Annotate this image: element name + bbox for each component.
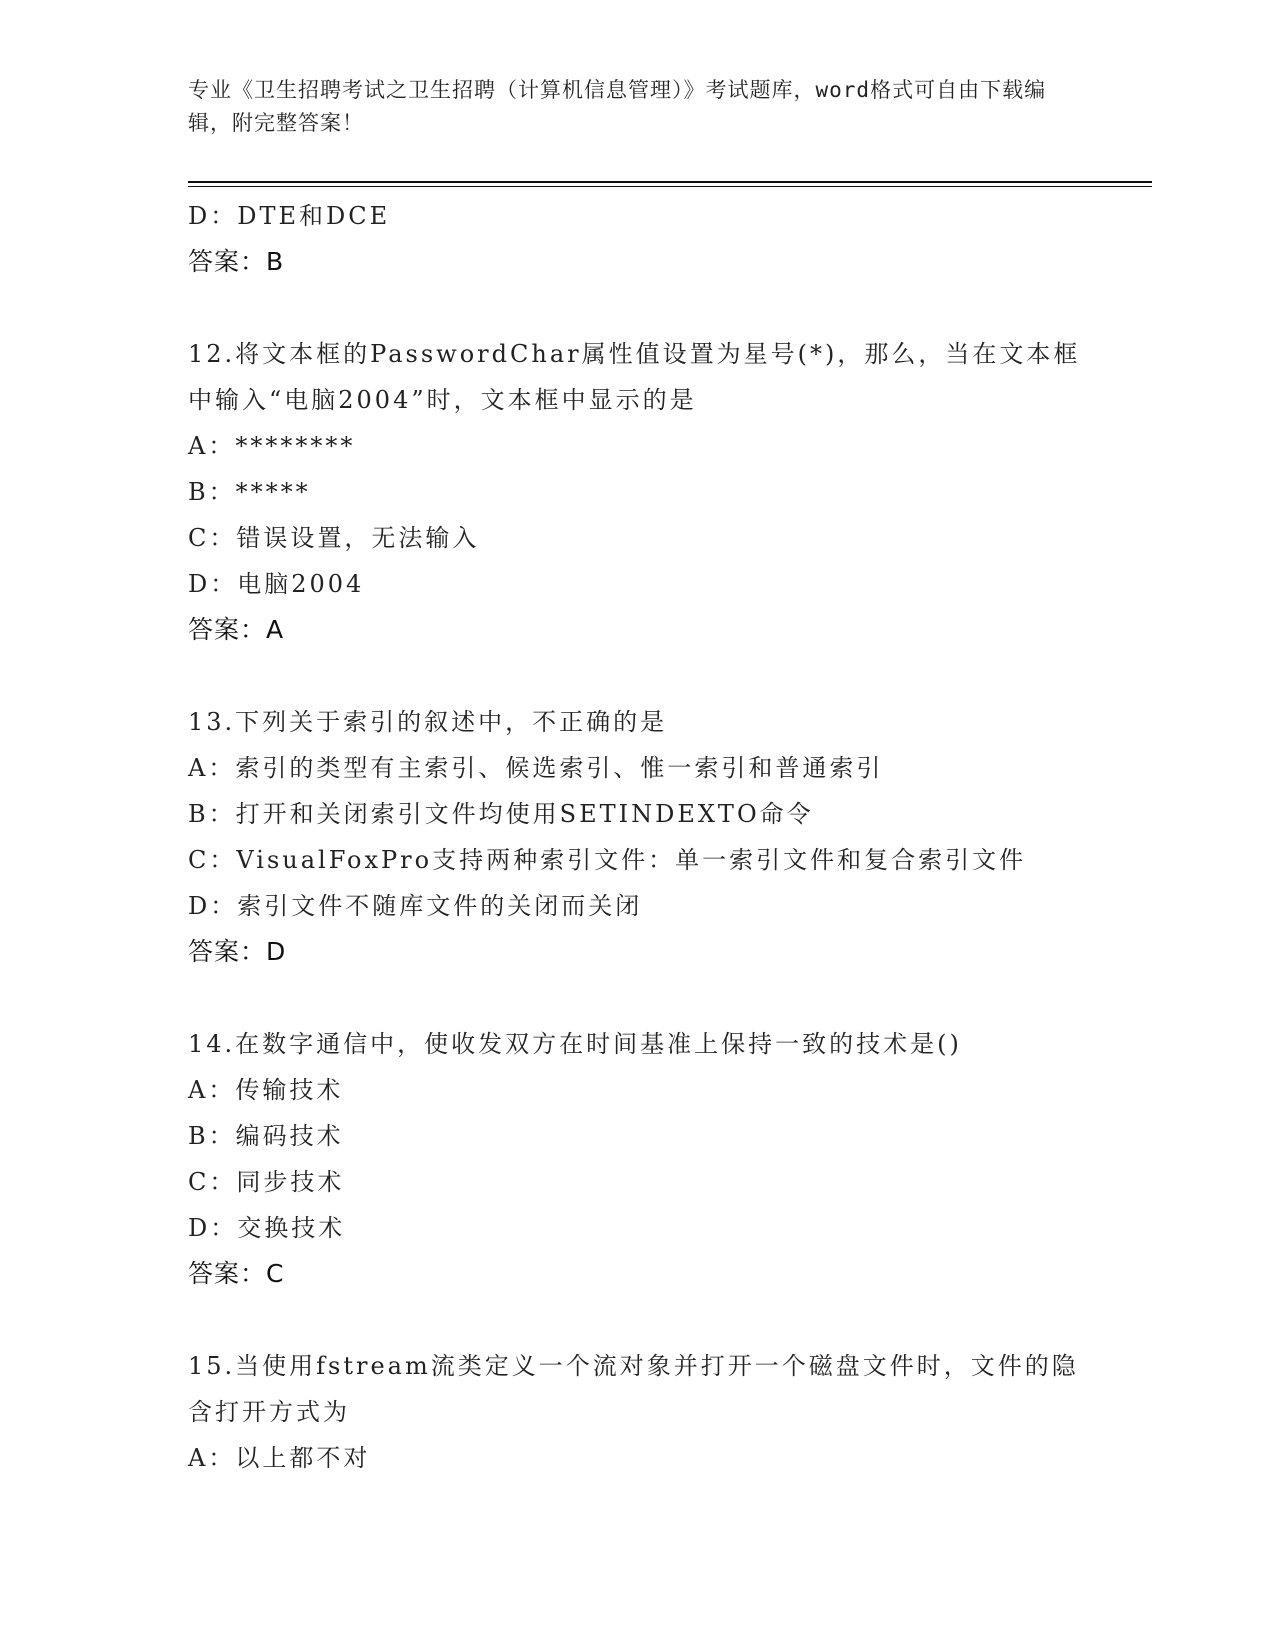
option-c: C：错误设置，无法输入: [188, 524, 480, 552]
spacer: [188, 1297, 1088, 1343]
option-c: C：VisualFoxPro支持两种索引文件：单一索引文件和复合索引文件: [188, 846, 1027, 874]
option-d: D：交换技术: [188, 1214, 346, 1242]
question-stem: 15.当使用fstream流类定义一个流对象并打开一个磁盘文件时，文件的隐含打开方式为: [188, 1352, 1079, 1426]
answer: 答案：A: [188, 615, 285, 644]
option-b: B：编码技术: [188, 1122, 344, 1150]
option-c: C：同步技术: [188, 1168, 345, 1196]
question-14: [188, 1021, 1088, 1297]
option-a: A：索引的类型有主索引、候选索引、惟一索引和普通索引: [188, 754, 884, 782]
option-b: B：打开和关闭索引文件均使用SETINDEXTO命令: [188, 800, 814, 828]
spacer: [188, 285, 1088, 331]
prev-answer: 答案：B: [188, 247, 285, 276]
option-a: A：以上都不对: [188, 1444, 371, 1472]
prev-option-d: D：DTE和DCE: [188, 202, 391, 230]
header-divider-thick: [188, 181, 1152, 183]
header-divider-thin: [188, 186, 1152, 187]
answer: 答案：D: [188, 937, 287, 966]
option-a: A：********: [188, 432, 356, 460]
question-list: [188, 193, 1088, 1481]
question-stem: 12.将文本框的PasswordChar属性值设置为星号(*)，那么，当在文本框中输入“电脑2004”时，文本框中显示的是: [188, 340, 1081, 414]
option-b: B：*****: [188, 478, 311, 506]
option-d: D：索引文件不随库文件的关闭而关闭: [188, 892, 643, 920]
answer: 答案：C: [188, 1259, 285, 1288]
question-12: [188, 331, 1088, 653]
question-13: [188, 699, 1088, 975]
spacer: [188, 975, 1088, 1021]
document-header: 专业《卫生招聘考试之卫生招聘（计算机信息管理）》考试题库，word格式可自由下载编辑，附完整答案！: [188, 78, 1047, 135]
question-15: [188, 1343, 1088, 1481]
spacer: [188, 653, 1088, 699]
option-d: D：电脑2004: [188, 570, 365, 598]
question-stem: 13.下列关于索引的叙述中，不正确的是: [188, 708, 668, 736]
option-a: A：传输技术: [188, 1076, 344, 1104]
question-stem: 14.在数字通信中，使收发双方在时间基准上保持一致的技术是(): [188, 1030, 962, 1058]
